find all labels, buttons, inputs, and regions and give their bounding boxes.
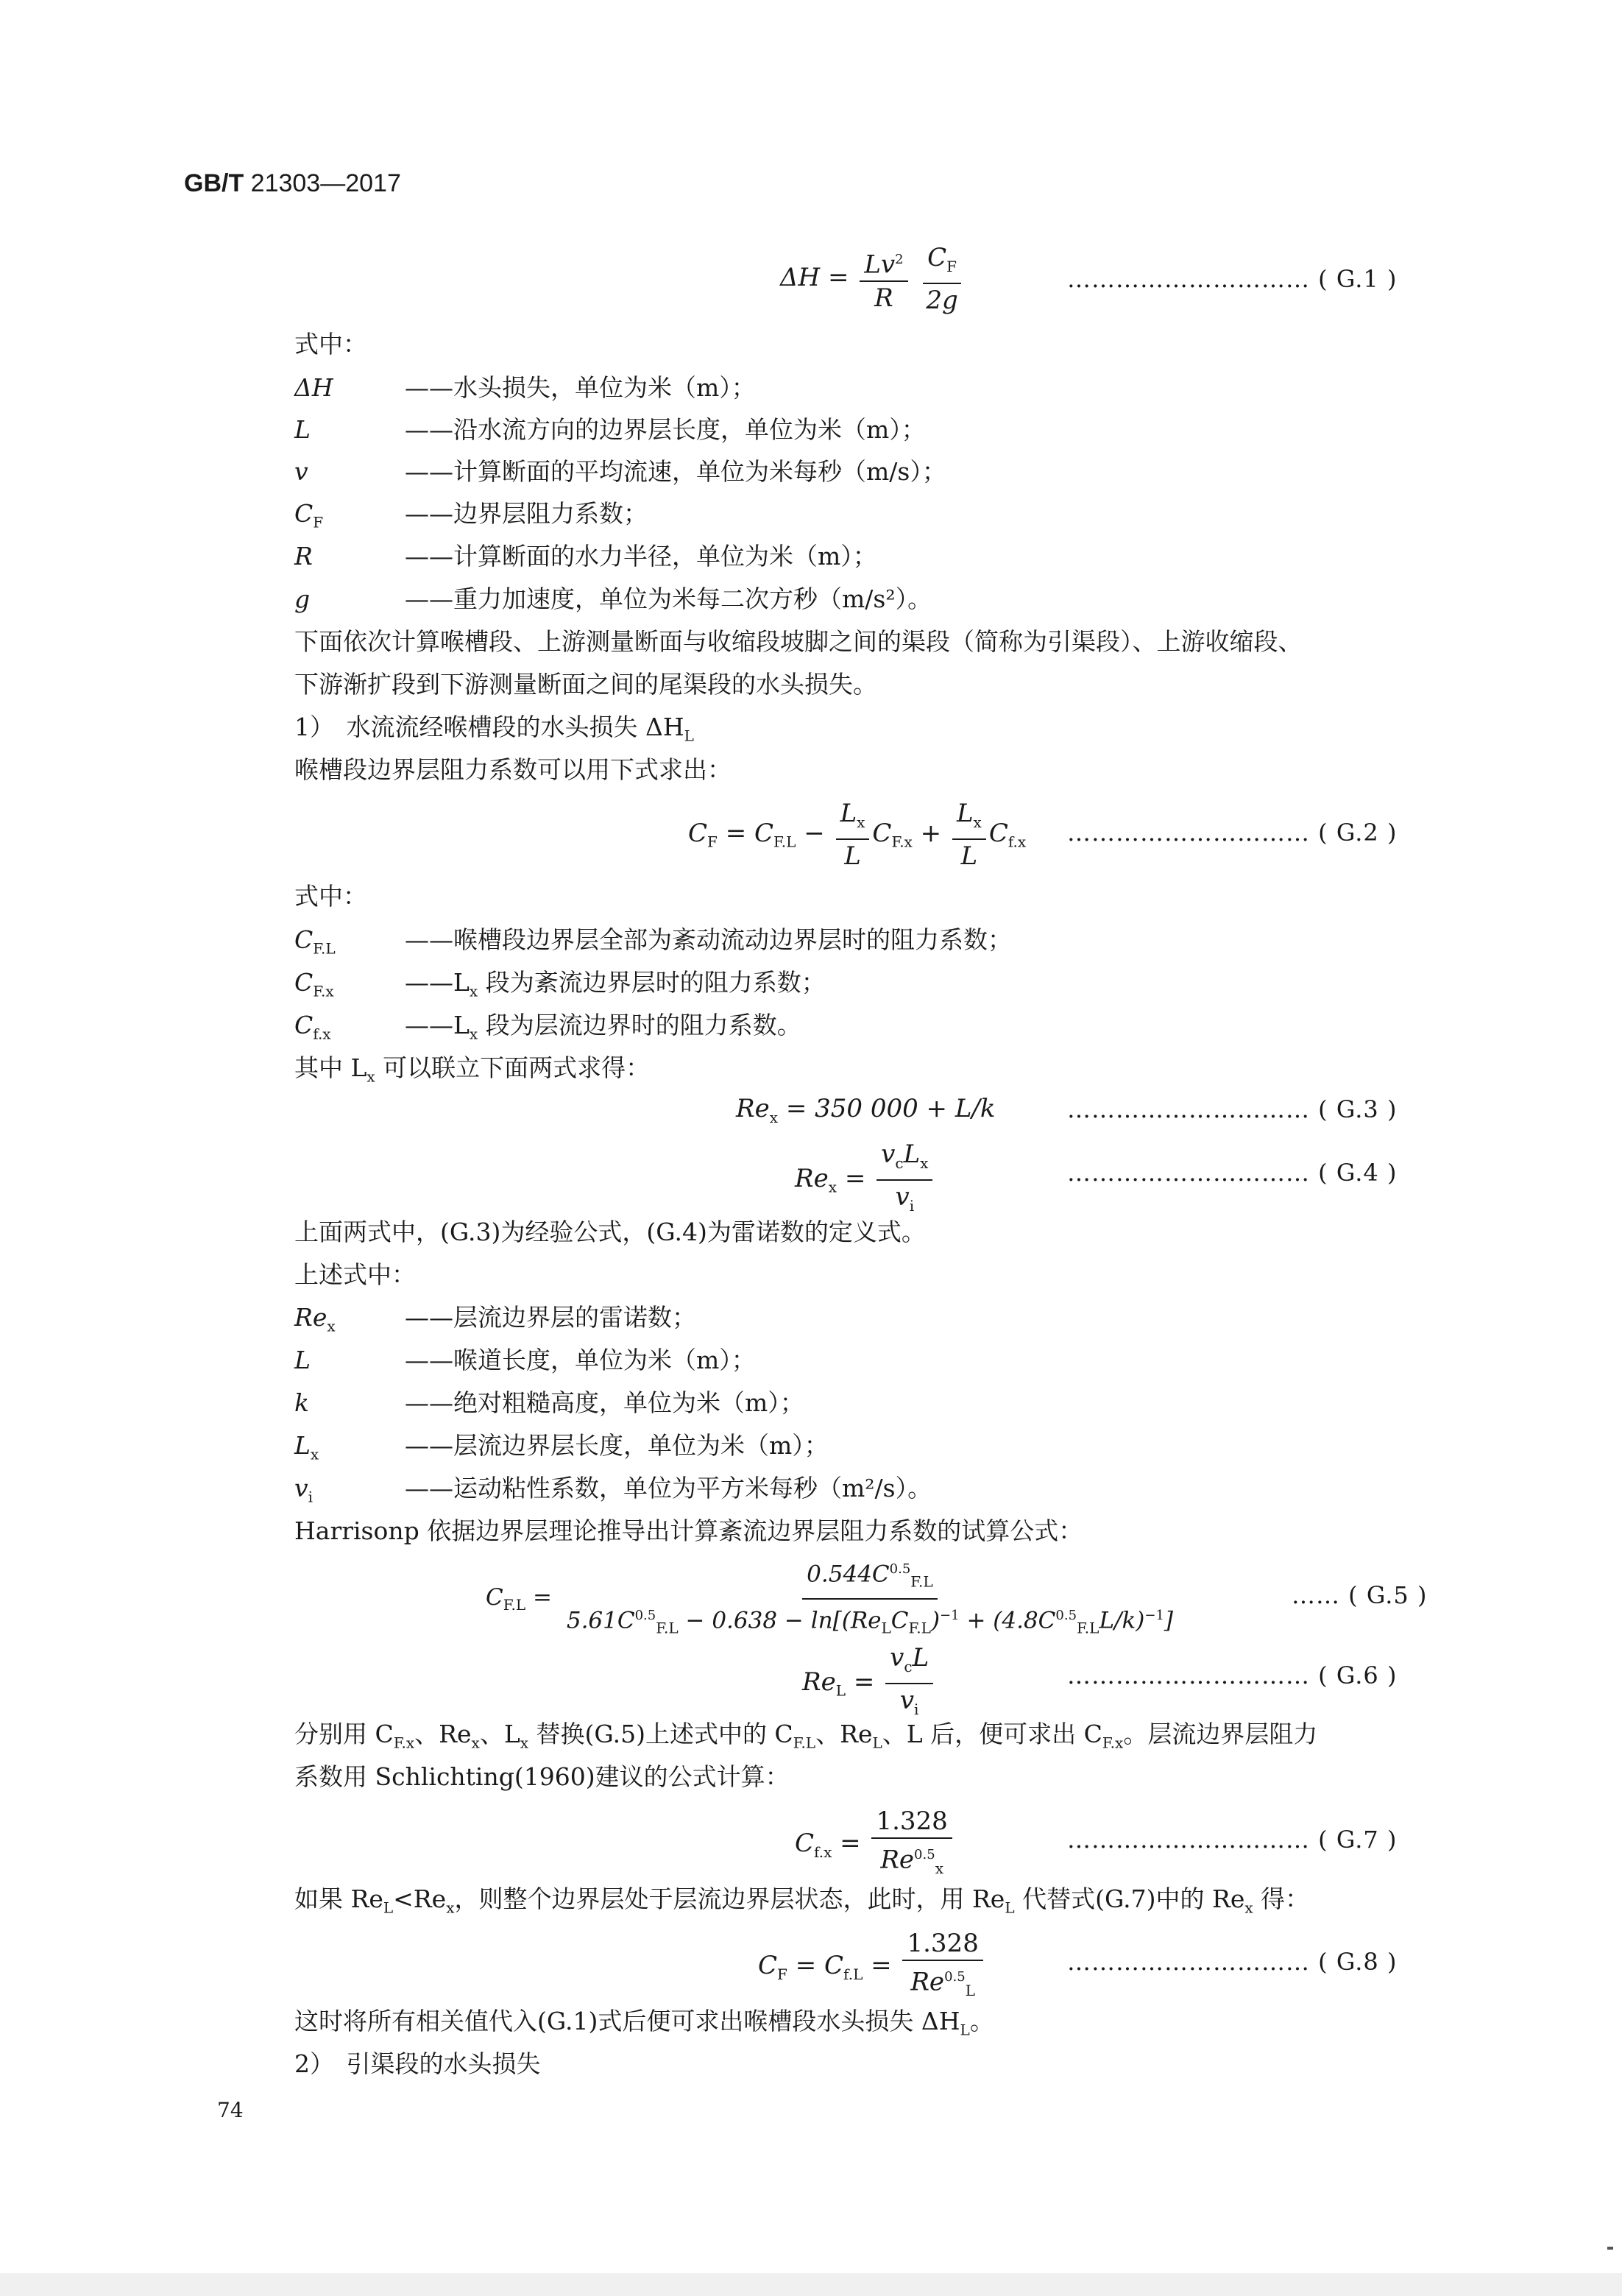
equation-g1 — [780, 243, 966, 315]
def-row — [294, 373, 756, 403]
def-row — [294, 968, 826, 1006]
scan-mark — [1607, 2247, 1613, 2250]
equation-g3 — [736, 1094, 995, 1126]
eq-g7-lhs-sub: f.x — [814, 1843, 832, 1861]
equation-g4 — [795, 1140, 935, 1221]
eq-g5-den-sub4: F.L — [1077, 1619, 1099, 1637]
equation-g7 — [795, 1806, 955, 1883]
p8-c: ，则整个边界层处于层流边界层状态，此时，用 Re — [454, 1885, 1005, 1913]
paragraph-3 — [294, 1053, 650, 1092]
eq-g1-lhs: ΔH = — [780, 262, 849, 292]
def-symbol-sub: x — [327, 1317, 336, 1335]
p7-s5: L — [872, 1734, 882, 1752]
def-symbol: C — [294, 925, 314, 954]
def-desc: ——运动粘性系数，单位为平方米每秒（m²/s）。 — [405, 1474, 932, 1502]
eq-g8-frac — [902, 1929, 982, 2005]
def-row — [294, 415, 926, 445]
eq-g7-den-sub: x — [935, 1859, 943, 1878]
eq-g5-den-sup4: 0.5 — [1055, 1607, 1077, 1623]
def-symbol: Re — [294, 1303, 327, 1332]
eq-g5-den-sup3: −1 — [940, 1607, 960, 1623]
header-number: 21303—2017 — [250, 169, 401, 197]
def-symbol: R — [294, 542, 313, 571]
def-symbol: g — [294, 584, 311, 613]
eq-g3-lhs: Re — [736, 1094, 770, 1123]
eq-g7-lhs: C — [795, 1829, 815, 1859]
def-symbol: ΔH — [294, 373, 333, 402]
eq-g2-f1-den: L — [844, 841, 861, 871]
eq-g8-den-sup: 0.5 — [944, 1969, 966, 1985]
paragraph-9-sub: L — [960, 2021, 970, 2039]
p8-d: 代替式(G.7)中的 Re — [1014, 1885, 1245, 1913]
def-desc: ——喉槽段边界层全部为紊动流动边界层时的阻力系数； — [405, 925, 1012, 954]
def-row — [294, 1431, 829, 1469]
eq-g1-num2: C — [927, 243, 947, 272]
def-row — [294, 499, 648, 537]
def-symbol: k — [294, 1388, 309, 1417]
eq-g5-den-sub2: L — [881, 1619, 891, 1637]
eq-g3-ref: ………………………… ( G.3 ) — [1067, 1095, 1398, 1123]
paragraph-9 — [294, 2007, 994, 2045]
eq-g8-den: Re — [910, 1967, 945, 1997]
def-desc: ——沿水流方向的边界层长度，单位为米（m）； — [405, 415, 926, 444]
def-row — [294, 584, 932, 614]
eq-g5-den-sup5: −1 — [1144, 1607, 1164, 1623]
def-row — [294, 1346, 756, 1375]
eq-g2-t2: C — [988, 818, 1008, 848]
eq-g3-lhs-sub: x — [769, 1108, 779, 1126]
equation-g8 — [758, 1929, 986, 2005]
def-desc: ——L — [405, 968, 470, 997]
def-row — [294, 1388, 804, 1418]
equation-g5 — [486, 1555, 1180, 1642]
eq-g5-den-tail: − 0.638 − ln[(Re — [678, 1606, 882, 1633]
def-symbol: C — [294, 968, 314, 997]
p7-s4: F.L — [793, 1734, 816, 1752]
p8-s1: L — [383, 1898, 394, 1917]
eq-g2-t1: C — [872, 818, 892, 848]
def-symbol-sub: i — [308, 1488, 314, 1506]
def-symbol: C — [294, 1011, 314, 1039]
eq-g5-den-sub: F.L — [656, 1619, 679, 1637]
def-symbol: v — [294, 457, 308, 486]
where-label-2: 式中： — [294, 882, 367, 911]
def-desc-tail: 段为层流边界时的阻力系数。 — [478, 1011, 801, 1039]
eq-g4-lhs: Re — [795, 1163, 829, 1193]
eq-g1-num1: Lv — [864, 250, 896, 280]
eq-g6-lhs-sub: L — [835, 1681, 846, 1700]
def-row — [294, 1011, 801, 1049]
paragraph-8 — [294, 1885, 1309, 1923]
eq-g7-equals: = — [840, 1829, 861, 1859]
page-number: 74 — [217, 2098, 244, 2122]
eq-g6-num-sub: c — [904, 1657, 913, 1675]
eq-g8-eq1: = C — [795, 1951, 844, 1981]
def-row — [294, 925, 1012, 964]
eq-g5-num: 0.544C — [807, 1561, 890, 1588]
def-symbol: L — [294, 1346, 311, 1374]
def-row — [294, 542, 877, 571]
p7-s2: x — [471, 1734, 480, 1752]
eq-g8-eq2: = — [871, 1951, 892, 1981]
eq-g7-num: 1.328 — [871, 1806, 952, 1839]
paragraph-9-text: 这时将所有相关值代入(G.1)式后便可求出喉槽段水头损失 ΔH — [294, 2007, 960, 2035]
item-1-title-sub: L — [684, 727, 694, 745]
eq-g4-num-sub1: c — [895, 1154, 904, 1172]
eq-g2-t1-sub: F.x — [891, 833, 913, 851]
eq-g4-equals: = — [844, 1163, 866, 1193]
eq-g1-sub2: F — [946, 257, 957, 275]
def-desc: ——层流边界层长度，单位为米（m）； — [405, 1431, 829, 1460]
def-desc: ——层流边界层的雷诺数； — [405, 1303, 696, 1332]
eq-g2-lhs-sub: F — [707, 833, 718, 851]
eq-g6-den: v — [899, 1685, 915, 1715]
eq-g6-ref: ………………………… ( G.6 ) — [1067, 1661, 1398, 1689]
eq-g5-den-tail3: ) — [930, 1606, 941, 1633]
eq-g8-lhs: C — [758, 1951, 778, 1981]
eq-g8-num: 1.328 — [902, 1929, 982, 1961]
def-symbol: L — [294, 415, 311, 444]
def-desc: ——L — [405, 1011, 470, 1039]
where-label-1: 式中： — [294, 330, 367, 358]
eq-g5-den-sub3: F.L — [908, 1619, 931, 1637]
def-desc: ——绝对粗糙高度，单位为米（m）； — [405, 1388, 804, 1417]
paragraph-5: 上述式中： — [294, 1260, 416, 1289]
eq-g5-den-tail2: C — [890, 1606, 909, 1633]
eq-g1-den1: R — [874, 283, 893, 314]
eq-g5-den-tail5: L/k) — [1099, 1606, 1145, 1633]
paragraph-3-sub: x — [366, 1067, 375, 1086]
standard-header — [184, 169, 401, 198]
eq-g5-lhs: C — [486, 1584, 503, 1611]
eq-g7-den: Re — [880, 1845, 915, 1875]
eq-g2-f2-num: L — [956, 799, 974, 828]
def-desc: ——边界层阻力系数； — [405, 499, 648, 528]
paragraph-7-line-1 — [294, 1720, 1317, 1758]
p7-s3: x — [520, 1734, 529, 1752]
paragraph-1-line-2: 下游渐扩段到下游测量断面之间的尾渠段的水头损失。 — [294, 670, 877, 699]
paragraph-2: 喉槽段边界层阻力系数可以用下式求出： — [294, 755, 732, 784]
eq-g4-den-sub: i — [909, 1196, 915, 1215]
bottom-bar — [0, 2273, 1622, 2296]
paragraph-3-tail: 可以联立下面两式求得： — [375, 1053, 651, 1082]
eq-g1-den2: 2g — [926, 285, 958, 315]
paragraph-7-line-2: 系数用 Schlichting(1960)建议的公式计算： — [294, 1762, 790, 1791]
eq-g4-num: v — [881, 1140, 896, 1169]
eq-g2-f1-num: L — [840, 799, 857, 828]
def-desc-sub: x — [469, 1025, 478, 1043]
eq-g6-num2: L — [912, 1643, 929, 1672]
def-desc: ——计算断面的平均流速，单位为米每秒（m/s）； — [405, 457, 946, 486]
p7-t2: 、L — [479, 1720, 520, 1748]
paragraph-3-text: 其中 L — [294, 1053, 367, 1082]
eq-g7-den-sup: 0.5 — [914, 1847, 935, 1862]
def-row — [294, 457, 946, 487]
eq-g1-frac1 — [860, 245, 907, 313]
p7-t6: 。层流边界层阻力 — [1123, 1720, 1318, 1748]
item-2-title: 2） 引渠段的水头损失 — [294, 2049, 541, 2078]
eq-g4-frac — [876, 1140, 932, 1221]
p7-s6: F.x — [1102, 1734, 1124, 1752]
eq-g8-mid-sub: f.L — [843, 1965, 863, 1983]
eq-g6-equals: = — [853, 1667, 875, 1697]
def-desc: ——重力加速度，单位为米每二次方秒（m/s²）。 — [405, 584, 932, 613]
eq-g2-lhs: C — [688, 818, 708, 848]
eq-g5-num-sup: 0.5 — [889, 1561, 911, 1577]
eq-g2-minus: − — [804, 818, 825, 848]
eq-g1-sup1: 2 — [895, 251, 904, 267]
paragraph-4: 上面两式中，(G.3)为经验公式，(G.4)为雷诺数的定义式。 — [294, 1218, 926, 1246]
eq-g2-t2-sub: f.x — [1007, 833, 1027, 851]
item-1-title — [294, 713, 694, 751]
eq-g6-num: v — [890, 1643, 904, 1672]
eq-g4-num2: L — [903, 1140, 921, 1169]
paragraph-6: Harrisonp 依据边界层理论推导出计算紊流边界层阻力系数的试算公式： — [294, 1516, 1083, 1545]
eq-g3-rhs: = 350 000 + L/k — [785, 1094, 996, 1123]
eq-g5-den: 5.61C — [566, 1606, 635, 1633]
eq-g1-frac2 — [921, 243, 962, 315]
eq-g8-den-sub: L — [965, 1982, 975, 2000]
eq-g2-frac2 — [952, 799, 986, 871]
eq-g2-ref: ………………………… ( G.2 ) — [1067, 819, 1398, 847]
eq-g2-f2-den: L — [960, 841, 978, 871]
p8-b: <Re — [393, 1885, 447, 1913]
eq-g2-f2-num-sub: x — [973, 813, 982, 831]
eq-g2-plus: + — [920, 818, 942, 848]
eq-g2-mid1: = C — [725, 818, 774, 848]
equation-g2 — [688, 799, 1026, 871]
p8-s2: x — [446, 1898, 455, 1917]
def-symbol-sub: F.L — [313, 939, 336, 958]
def-symbol-sub: x — [310, 1445, 319, 1463]
eq-g5-frac — [562, 1555, 1177, 1642]
eq-g4-den: v — [895, 1181, 910, 1212]
eq-g2-mid1-sub: F.L — [773, 833, 796, 851]
def-desc: ——计算断面的水力半径，单位为米（m）； — [405, 542, 877, 571]
equation-g6 — [802, 1643, 936, 1724]
eq-g2-frac1 — [836, 799, 870, 871]
eq-g4-num-sub2: x — [920, 1154, 929, 1172]
item-1-title-text: 1） 水流流经喉槽段的水头损失 ΔH — [294, 713, 684, 741]
eq-g4-ref: ………………………… ( G.4 ) — [1067, 1159, 1398, 1187]
p8-s3: L — [1005, 1898, 1015, 1917]
def-symbol-sub: F.x — [313, 982, 334, 1000]
def-desc-tail: 段为紊流边界层时的阻力系数； — [478, 968, 826, 997]
eq-g2-f1-num-sub: x — [857, 813, 865, 831]
p7-t1: 、Re — [414, 1720, 472, 1748]
eq-g4-lhs-sub: x — [828, 1178, 837, 1196]
eq-g5-equals: = — [533, 1584, 552, 1611]
eq-g6-frac — [885, 1643, 933, 1724]
def-desc: ——喉道长度，单位为米（m）； — [405, 1346, 756, 1374]
p8-s4: x — [1244, 1898, 1253, 1917]
def-desc-sub: x — [469, 982, 478, 1000]
p7-t4: 、Re — [815, 1720, 873, 1748]
eq-g8-lhs-sub: F — [777, 1965, 787, 1983]
def-symbol-sub: f.x — [313, 1025, 331, 1043]
header-prefix: GB/T — [184, 169, 244, 197]
p7-t3: 替换(G.5)上述式中的 C — [528, 1720, 793, 1748]
eq-g5-den-sup: 0.5 — [634, 1607, 656, 1623]
paragraph-1-line-1: 下面依次计算喉槽段、上游测量断面与收缩段坡脚之间的渠段（简称为引渠段）、上游收缩段、 — [294, 627, 1303, 656]
eq-g1-ref: ………………………… ( G.1 ) — [1067, 265, 1398, 293]
p7-s1: F.x — [393, 1734, 415, 1752]
p7-t5: 、L 后，便可求出 C — [882, 1720, 1102, 1748]
def-symbol: L — [294, 1431, 311, 1460]
def-row — [294, 1303, 696, 1341]
p7-t0: 分别用 C — [294, 1720, 394, 1748]
eq-g7-frac — [871, 1806, 952, 1883]
eq-g7-ref: ………………………… ( G.7 ) — [1067, 1826, 1398, 1854]
eq-g5-den-tail6: ] — [1164, 1606, 1174, 1633]
eq-g6-den-sub: i — [914, 1700, 919, 1718]
eq-g5-den-tail4: + (4.8C — [959, 1606, 1056, 1633]
eq-g8-ref: ………………………… ( G.8 ) — [1067, 1948, 1398, 1976]
paragraph-9-tail: 。 — [969, 2007, 994, 2035]
eq-g6-lhs: Re — [802, 1667, 836, 1697]
def-symbol-sub: F — [313, 513, 324, 531]
eq-g5-lhs-sub: F.L — [503, 1596, 526, 1614]
eq-g5-num-sub: F.L — [910, 1572, 933, 1591]
def-desc: ——水头损失，单位为米（m）； — [405, 373, 756, 402]
def-row — [294, 1474, 932, 1512]
def-symbol: C — [294, 499, 314, 528]
p8-e: 得： — [1253, 1885, 1310, 1913]
eq-g5-ref: …… ( G.5 ) — [1292, 1581, 1428, 1609]
p8-a: 如果 Re — [294, 1885, 383, 1913]
def-symbol: v — [294, 1474, 308, 1502]
